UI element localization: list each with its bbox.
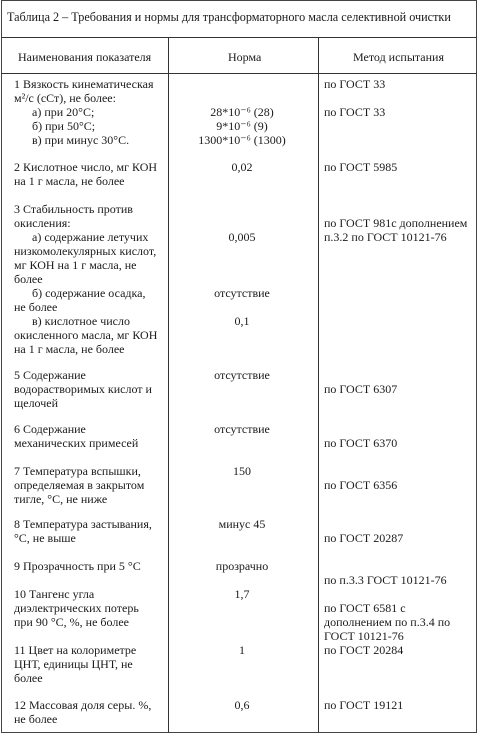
row-12-method: по ГОСТ 19121 xyxy=(324,698,404,712)
header-method: Метод испытания xyxy=(353,50,444,64)
row-10-title-line: 10 Тангенс угла xyxy=(14,587,95,601)
row-7-title-line: тигле, °С, не ниже xyxy=(14,492,108,506)
row-2-title-line: на 1 г масла, не более xyxy=(14,174,125,188)
row-1-norm-c: 1300*10⁻⁶ (1300) xyxy=(198,133,286,147)
row-5-title-line: водорастворимых кислот и xyxy=(14,382,152,396)
header-name: Наименования показателя xyxy=(18,50,152,64)
row-3-sub-c-line: окисленного масла, мг КОН xyxy=(14,328,158,342)
caption-divider xyxy=(1,37,477,38)
row-7-norm: 150 xyxy=(233,464,251,478)
row-2-title-line: 2 Кислотное число, мг КОН xyxy=(14,160,158,174)
row-3-title-line: окисления: xyxy=(14,216,71,230)
row-1-unit-line: м²/с (сСт), не более: xyxy=(14,91,116,105)
row-5-method: по ГОСТ 6307 xyxy=(324,382,398,396)
row-12-title xyxy=(14,698,169,726)
row-10-title-line: диэлектрических потерь xyxy=(14,601,139,615)
row-10-title-line: при 90 °С, %, не более xyxy=(14,615,129,629)
row-1-norm-a: 28*10⁻⁶ (28) xyxy=(210,105,274,119)
row-10-method xyxy=(324,601,474,643)
row-6-title xyxy=(14,422,169,450)
row-12-title-line: 12 Массовая доля серы. %, xyxy=(14,698,152,712)
row-2-title xyxy=(14,160,169,188)
row-3-sub-c: в) кислотное число xyxy=(32,314,130,328)
row-6-title-line: 6 Содержание xyxy=(14,422,86,436)
row-9-norm: прозрачно xyxy=(215,559,269,573)
row-5-title xyxy=(14,368,169,410)
row-7-title-line: определяемая в закрытом xyxy=(14,478,145,492)
row-1-title-line: 1 Вязкость кинематическая xyxy=(14,77,154,91)
row-7-title xyxy=(14,464,169,506)
row-1-norm-b: 9*10⁻⁶ (9) xyxy=(216,119,268,133)
row-8-norm: минус 45 xyxy=(218,517,266,531)
row-8-method: по ГОСТ 20287 xyxy=(324,531,404,545)
row-1-sub-b: б) при 50°С; xyxy=(32,119,96,133)
row-3-sub-a: а) содержание летучих xyxy=(32,230,149,244)
row-5-norm: отсутствие xyxy=(214,368,270,382)
row-1-norms xyxy=(170,105,314,147)
column-divider-2 xyxy=(318,37,319,733)
row-9-method: по п.3.3 ГОСТ 10121-76 xyxy=(324,573,447,587)
row-11-method: по ГОСТ 20284 xyxy=(324,643,404,657)
row-3-norm-a: 0,005 xyxy=(228,230,256,244)
row-8-title-line: 8 Температура застывания, xyxy=(14,517,152,531)
row-11-title-line: 11 Цвет на колориметре xyxy=(14,643,137,657)
row-1-method-2: по ГОСТ 33 xyxy=(324,105,386,119)
row-2-norm: 0,02 xyxy=(231,160,253,174)
row-11-norm: 1 xyxy=(239,643,245,657)
row-3-sub-c-line: на 1 г масла, не более xyxy=(14,342,125,356)
row-3-title-line: 3 Стабильность против xyxy=(14,202,133,216)
row-10-method-line: дополнением по п.3.4 по xyxy=(324,615,451,629)
row-10-title xyxy=(14,587,169,629)
table-caption: Таблица 2 – Требования и нормы для трансформаторного масла селективной очистки xyxy=(7,10,451,24)
row-12-title-line: не более xyxy=(14,712,58,726)
row-3-norm-b: отсутствие xyxy=(214,286,270,300)
row-9-title: 9 Прозрачность при 5 °С xyxy=(14,559,141,573)
row-5-title-line: щелочей xyxy=(14,396,59,410)
row-7-title-line: 7 Температура вспышки, xyxy=(14,464,141,478)
row-3-title xyxy=(14,202,169,356)
row-3-norm-c: 0,1 xyxy=(234,314,250,328)
row-3-sub-b: б) содержание осадка, xyxy=(32,286,146,300)
row-3-sub-a-line: более xyxy=(14,272,43,286)
row-10-method-line: по ГОСТ 6581 с xyxy=(324,601,406,615)
row-11-title-line: ЦНТ, единицы ЦНТ, не xyxy=(14,657,133,671)
row-1-method-1: по ГОСТ 33 xyxy=(324,77,386,91)
row-6-norm: отсутствие xyxy=(214,422,270,436)
row-3-method-line: по ГОСТ 981с дополнением xyxy=(324,216,468,230)
row-6-method: по ГОСТ 6370 xyxy=(324,436,398,450)
row-12-norm: 0,6 xyxy=(234,698,250,712)
row-8-title xyxy=(14,517,169,545)
row-1-sub-c: в) при минус 30°С. xyxy=(32,133,130,147)
row-7-method: по ГОСТ 6356 xyxy=(324,478,398,492)
row-3-sub-a-line: мг КОН на 1 г масла, не xyxy=(14,258,137,272)
row-2-method: по ГОСТ 5985 xyxy=(324,160,398,174)
row-11-title xyxy=(14,643,169,685)
header-norm: Норма xyxy=(228,50,262,64)
row-8-title-line: °С, не выше xyxy=(14,531,76,545)
row-3-method xyxy=(324,216,474,244)
row-10-norm: 1,7 xyxy=(234,587,250,601)
row-6-title-line: механических примесей xyxy=(14,436,139,450)
row-3-method-line: п.3.2 по ГОСТ 10121-76 xyxy=(324,230,447,244)
header-divider xyxy=(1,73,477,74)
row-3-sub-a-line: низкомолекулярных кислот, xyxy=(14,244,157,258)
row-1-title xyxy=(14,77,169,147)
row-1-sub-a: а) при 20°С; xyxy=(32,105,95,119)
row-11-title-line: более xyxy=(14,671,43,685)
row-3-sub-b-line: не более xyxy=(14,300,58,314)
row-10-method-line: ГОСТ 10121-76 xyxy=(324,629,404,643)
row-5-title-line: 5 Содержание xyxy=(14,368,86,382)
